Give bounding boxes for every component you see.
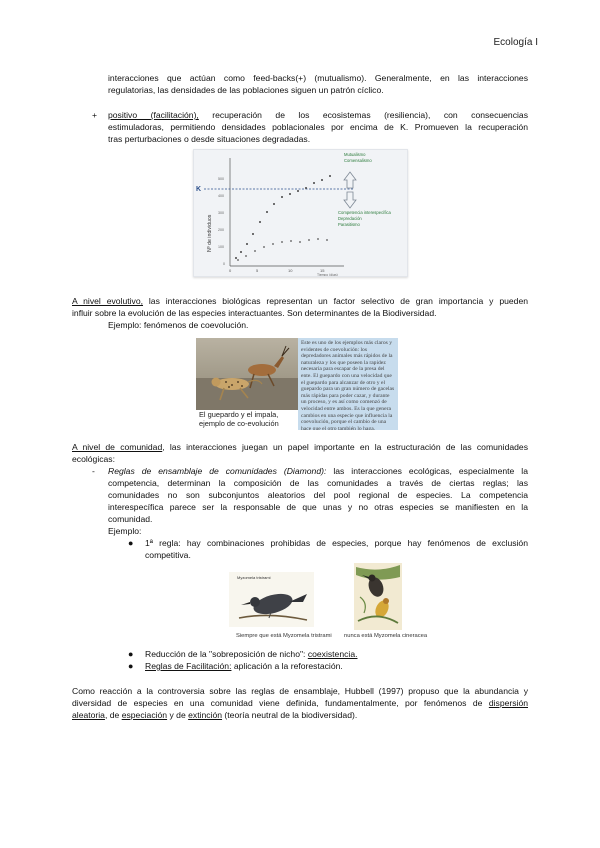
- bird-illustration-right: [354, 563, 402, 630]
- data-point: [272, 243, 274, 245]
- page-header: Ecología I: [493, 37, 538, 48]
- coevolution-text-box: [298, 338, 398, 430]
- lower-curve-points: [237, 238, 328, 261]
- example-label: Ejemplo:: [108, 526, 142, 536]
- data-point: [326, 239, 328, 241]
- data-point: [266, 211, 268, 213]
- paragraph-line: interespecífica parece ser la responsable de que unas y no otras especies se manifiesten en la: [108, 502, 528, 512]
- paragraph-line: estimuladoras, permitiendo densidades poblacionales por encima de K. Promueven la recuperación: [108, 122, 528, 132]
- data-point: [263, 246, 265, 248]
- myzomela-tristrami-illustration: [229, 572, 314, 627]
- paragraph-line: influir sobre la evolución de las especies interactuantes. Son determinantes de la Biodiversidad.: [72, 308, 437, 318]
- x-tick-label: 10: [288, 268, 293, 273]
- paragraph-text: (teoría neutral de la biodiversidad).: [222, 710, 358, 720]
- data-point: [259, 221, 261, 223]
- x-tick-labels: [229, 268, 325, 273]
- bird-plate-title: Myzomela tristrami: [237, 575, 271, 580]
- coevolution-caption: El guepardo y el impala, ejemplo de co-evolución: [199, 410, 279, 428]
- paragraph-line: competencia, determinan la composición de las comunidades a través de ciertas reglas; las: [108, 478, 528, 488]
- term-community: A nivel de comunidad: [72, 442, 163, 452]
- x-tick-label: 5: [256, 268, 259, 273]
- term-positive: positivo (facilitación),: [108, 110, 199, 120]
- term-evolutionary: A nivel evolutivo,: [72, 296, 144, 306]
- paragraph-text: diversidad de especies en una comunidad viene definida, fundamentalmente, por fenómenos de: [72, 698, 483, 708]
- y-axis-label: Nº de individuos: [207, 214, 213, 252]
- y-tick-label: 200: [218, 228, 224, 232]
- data-point: [313, 182, 315, 184]
- assembly-rules: [108, 465, 528, 537]
- x-tick-label: 15: [320, 268, 325, 273]
- paragraph-text: las interacciones ecológicas, especialmente la: [326, 466, 528, 476]
- paragraph-line: comunidad.: [108, 514, 153, 524]
- paragraph-text: aplicación a la reforestación.: [231, 661, 343, 671]
- y-tick-label: 400: [218, 194, 224, 198]
- x-axis-label: Tiempo (días): [317, 273, 338, 276]
- paragraph-line: competitiva.: [145, 550, 191, 560]
- paragraph-line: [72, 441, 528, 453]
- paragraph-line: [72, 709, 528, 721]
- paragraph-line: [72, 295, 528, 307]
- data-point: [297, 190, 299, 192]
- data-point: [235, 257, 237, 259]
- upper-curve-points: [235, 175, 331, 259]
- bullet-dot: ●: [128, 661, 134, 671]
- coevolution-text: Este es uno de los ejemplos más claros y evidentes de coevolución: los depredadores animales más rápidos de la naturaleza y los que poseen la rapidez necesaria para escapar de la presa del ente. El guepardo con una velocidad que el guepardo para alcanzar de otro y el guepardo para un gran número de gacelas más rápidas para poder cazar, y durante un proceso, y es así como comenzó de velocidad entre ambos. Es la que genera cambios en una especie que influencia la coevolución, porque el cambio de una hace que el otro también lo haga.: [301, 340, 395, 430]
- y-tick-label: 100: [218, 245, 224, 249]
- bird-caption-left: Siempre que está Myzomela tristrami: [236, 633, 332, 639]
- paragraph-text: y de: [167, 710, 189, 720]
- data-point: [237, 259, 239, 261]
- data-point: [240, 251, 242, 253]
- paragraph-line: regulatorias, las densidades de las poblaciones siguen un patrón cíclico.: [108, 85, 384, 95]
- bird-caption-right: nunca está Myzomela cineracea: [344, 633, 428, 639]
- bullet-dot: ●: [128, 649, 134, 659]
- paragraph-line: comunidades no son subconjuntos aleatorios del pool regional de especies. La competencia: [108, 490, 528, 500]
- data-point: [308, 239, 310, 241]
- term-extinction: extinción: [188, 710, 223, 720]
- data-point: [317, 238, 319, 240]
- paragraph-line: 1ª regla: hay combinaciones prohibidas de especies, porque hay fenómenos de exclusión: [145, 538, 528, 548]
- paragraph-community: [72, 441, 528, 465]
- data-point: [305, 187, 307, 189]
- rule-three: [145, 660, 343, 672]
- paragraph-evolutionary: [72, 295, 528, 319]
- paragraph-text: recuperación de los ecosistemas (resiliencia), con consecuencias: [198, 110, 528, 120]
- paragraph-line: Como reacción a la controversia sobre las reglas de ensamblaje, Hubbell (1997) propuso que la abundancia y: [72, 686, 528, 696]
- data-point: [329, 175, 331, 177]
- legend: [338, 152, 392, 227]
- data-point: [252, 233, 254, 235]
- population-graph: [194, 150, 407, 276]
- paragraph-text: Reducción de la "sobreposición de nicho":: [145, 649, 308, 659]
- term-coexistence: coexistencia.: [307, 649, 358, 659]
- x-tick-label: 0: [229, 268, 232, 273]
- paragraph-line: [108, 465, 528, 477]
- down-arrow-icon: [344, 192, 356, 208]
- y-tick-label: 0: [223, 262, 225, 266]
- data-point: [299, 241, 301, 243]
- rule-one: [145, 537, 528, 561]
- paragraph-line: ecológicas:: [72, 454, 115, 464]
- cheetah-body: [215, 378, 249, 390]
- paragraph-line: [108, 109, 528, 121]
- impala-body: [248, 364, 276, 376]
- myzomela-cineracea-illustration: [354, 563, 402, 630]
- y-tick-label: 500: [218, 177, 224, 181]
- legend-label: Parasitismo: [338, 222, 360, 227]
- paragraph-text: , de: [104, 710, 122, 720]
- data-point: [245, 255, 247, 257]
- paragraph-facilitation: [108, 109, 528, 145]
- term-speciation: especiación: [121, 710, 168, 720]
- bullet-plus: +: [92, 110, 98, 120]
- y-tick-labels: [218, 177, 225, 266]
- paragraph-line: interacciones que actúan como feed-backs(+) (mutualismo). Generalmente, en las interacciones: [108, 73, 528, 83]
- bullet-dot: ●: [128, 538, 134, 548]
- rules-title: Reglas de ensamblaje de comunidades (Diamond):: [108, 466, 327, 476]
- paragraph-hubbell: [72, 685, 528, 721]
- legend-label: Depredación: [338, 216, 362, 221]
- term-random: aleatoria: [72, 710, 105, 720]
- rule-two: [145, 648, 358, 660]
- paragraph-mutualism: [108, 72, 528, 96]
- paragraph-line: [72, 697, 528, 709]
- legend-label: Mutualismo: [344, 152, 366, 157]
- up-arrow-icon: [344, 172, 356, 188]
- data-point: [246, 243, 248, 245]
- data-point: [290, 240, 292, 242]
- term-facilitation-rules: Reglas de Facilitación:: [145, 661, 232, 671]
- bullet-dash: -: [92, 466, 95, 476]
- data-point: [273, 203, 275, 205]
- y-tick-label: 300: [218, 211, 224, 215]
- data-point: [321, 179, 323, 181]
- legend-label: Competencia interespecífica: [338, 210, 391, 215]
- data-point: [281, 196, 283, 198]
- paragraph-text: las interacciones biológicas representan un factor selectivo de gran importancia y pueden: [143, 296, 528, 306]
- paragraph-line: tras perturbaciones o desde situaciones degradadas.: [108, 134, 311, 144]
- k-label: K: [196, 186, 202, 193]
- term-random-dispersal: dispersión: [488, 698, 528, 708]
- data-point: [281, 241, 283, 243]
- data-point: [254, 250, 256, 252]
- bird-illustration-left: [229, 572, 314, 627]
- population-graph-figure: [193, 149, 408, 277]
- paragraph-text: , las interacciones juegan un papel importante en la estructuración de las comunidades: [162, 442, 528, 452]
- example-coevolution: Ejemplo: fenómenos de coevolución.: [108, 320, 249, 330]
- data-point: [289, 193, 291, 195]
- legend-label: Comensalismo: [344, 158, 372, 163]
